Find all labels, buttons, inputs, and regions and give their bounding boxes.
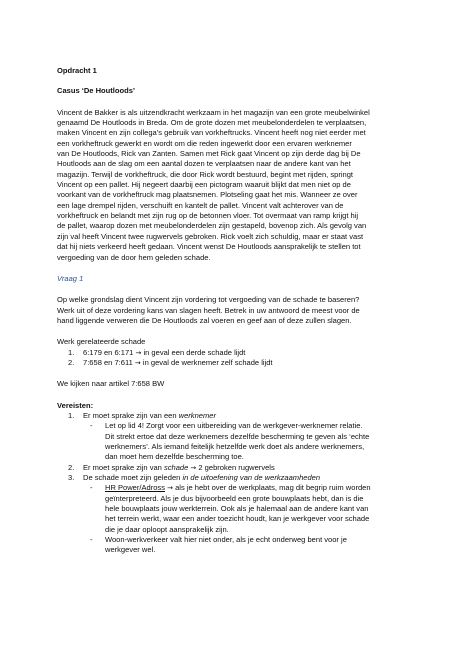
requirement-sub-item: - Woon-werkverkeer valt hier niet onder, als je echt onderweg bent voor je werkgever wel. <box>90 535 347 555</box>
text-line: een vorkheftruck gewerkt en wordt om die reden ingewerkt door een ervaren werknemer <box>57 138 352 148</box>
text-line: hand liggende verweren die De Houtloods zal voeren en geef aan of deze zullen slagen. <box>57 315 352 325</box>
text-line: vergoeding van de door hem geleden schade. <box>57 252 211 262</box>
article-text: in geval een derde schade lijdt <box>143 347 246 357</box>
article-text: in geval de werknemer zelf schade lijdt <box>142 357 273 367</box>
text-line: de pallet, waarop dozen met meubelonderdelen zijn gestapeld, bovenop zich. Als gevolg van <box>57 221 367 231</box>
text-line: een lage drempel rijden, verschuift en kantelt de pallet. Vincent valt achterover van de <box>57 200 344 210</box>
requirement-sub-item: - Let op lid 4! Zorgt voor een uitbereiding van de werkgever-werknemer relatie. Dit strekt ertoe dat deze werknemers dezelfde bescherming te geven als ‘echte werknemers’. Als iemand feitelijk hetzelfde werk doet als andere werknemers, dan moet hem dezelfde bescherming toe. <box>90 421 370 462</box>
text-line: Op welke grondslag dient Vincent zijn vordering tot vergoeding van de schade te baseren? <box>57 295 360 305</box>
articles-list <box>57 348 414 369</box>
article-item: 2. 7:658 en 7:611 → in geval de werknemer zelf schade lijdt <box>68 357 273 367</box>
requirements-list <box>57 411 414 556</box>
requirement-item: 3. De schade moet zijn geleden in de uitoefening van de werkzaamheden <box>68 473 321 482</box>
article-ref: 6:179 en 6:171 <box>83 347 134 357</box>
arrow-icon: → <box>134 358 141 367</box>
arrow-icon: → <box>167 484 173 493</box>
text-line: genaamd De Houtloods in Breda. Om de grote dozen met meubelonderdelen te verplaatsen, <box>57 118 367 128</box>
text-line: Vincent op een pallet. Hij negeert daarbij een pictogram waaruit blijkt dat men niet op de <box>57 180 351 190</box>
text-line: voorkant van de vorkheftruck mag plaatsnemen. Plotseling gaat het mis. Wanneer ze over <box>57 190 358 200</box>
requirements-heading: Vereisten: <box>57 400 94 410</box>
arrow-icon: → <box>190 463 197 472</box>
text-line: Houtloods aan de slag om een aantal dozen te verplaatsen naar de andere kant van het <box>57 159 351 169</box>
dash-bullet: - <box>90 483 93 493</box>
article-focus-line: We kijken naar artikel 7:658 BW <box>57 379 165 389</box>
article-item: 1. 6:179 en 6:171 → in geval een derde schade lijdt <box>68 347 246 357</box>
dash-bullet: - <box>90 421 93 431</box>
case-title: Casus ‘De Houtloods’ <box>57 86 135 96</box>
article-ref: 7:658 en 7:611 <box>83 357 133 367</box>
text-line: dat hij niets verkeerd heeft gedaan. Vincent wenst De Houtloods aansprakelijk te stellen tot <box>57 242 361 252</box>
assignment-heading: Opdracht 1 <box>57 66 97 75</box>
case-paragraph <box>57 108 414 263</box>
text-line: vorkheftruck en belandt met zijn rug op de betonnen vloer. Tot overmaat van ramp krijgt hij <box>57 211 359 221</box>
case-reference-link[interactable]: HR Power/Adross <box>105 483 165 493</box>
requirement-item: 2. Er moet sprake zijn van schade → 2 gebroken rugwervels <box>68 462 275 472</box>
text-line: van De Houtloods, Rick van Zanten. Samen met Rick gaat Vincent op zijn derde dag bij De <box>57 149 361 159</box>
dash-bullet: - <box>90 535 93 545</box>
arrow-icon: → <box>135 348 142 357</box>
text-line: Werk uit of deze vordering kans van slagen heeft. Betrek in uw antwoord de meest voor de <box>57 305 360 315</box>
text-line: Vincent de Bakker is als uitzendkracht werkzaam in het magazijn van een grote meubelwinkel <box>57 107 370 117</box>
requirement-sub-item: - HR Power/Adross → als je hebt over de werkplaats, mag dit begrip ruim worden geïnterpreteerd. Als je dus bijvoorbeeld een grote bouwplaats hebt, dan is die hele bouwplaats jouw werkterrein. Ook als je halemaal aan de andere kant van het terrein werkt, waar een ander toezicht houdt, kan je werkgever voor schade die je daar oploopt aansprakelijk zijn. <box>90 483 371 534</box>
text-line: maken Vincent en zijn collega’s gebruik van vorkheftrucks. Vincent heeft nog niet eerder met <box>57 128 366 138</box>
requirement-item: 1. Er moet sprake zijn van een werknemer <box>68 410 216 420</box>
question-paragraph <box>57 295 414 326</box>
text-line: magazijn. Terwijl de vorkheftruck, die door Rick wordt bestuurd, begint met rijden, springt <box>57 169 354 179</box>
question-label: Vraag 1 <box>57 273 84 283</box>
articles-heading: Werk gerelateerde schade <box>57 337 146 347</box>
text-line: zijn val heeft Vincent twee rugwervels gebroken. Rick voelt zich schuldig, maar er staat vast <box>57 231 364 241</box>
